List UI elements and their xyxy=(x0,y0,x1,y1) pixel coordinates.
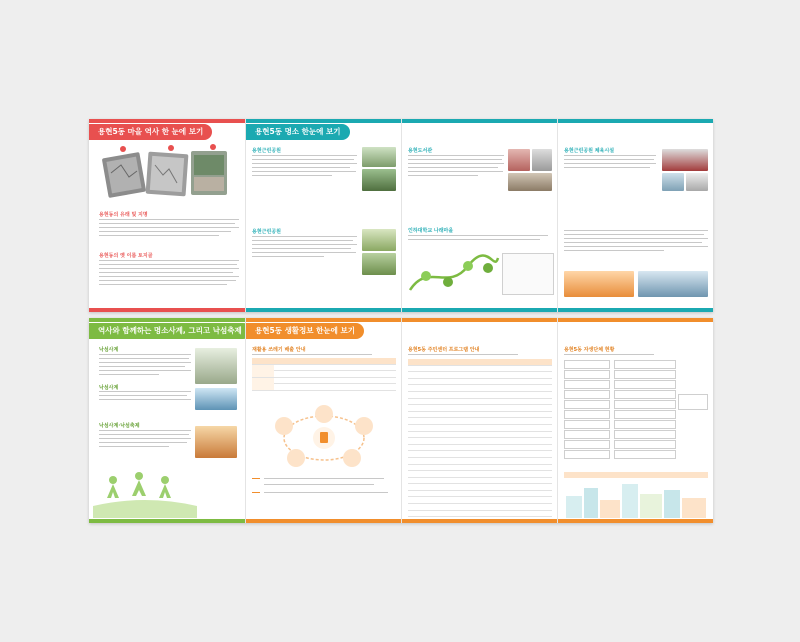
org-footnote-bar xyxy=(564,472,708,478)
info-panel-1 xyxy=(246,318,401,523)
places-text-6 xyxy=(564,229,708,275)
top-color-bar xyxy=(89,318,245,322)
top-color-bar xyxy=(89,119,245,123)
bottom-color-bar xyxy=(89,519,245,523)
places-text-5 xyxy=(564,154,656,188)
org-sub1: 용현5동 자생단체 현황 xyxy=(564,347,615,353)
bullet-marker xyxy=(252,478,260,479)
places-text-3 xyxy=(252,235,357,275)
history-panel xyxy=(89,119,245,312)
trail-info-box xyxy=(502,253,554,295)
festival-panel xyxy=(89,318,245,523)
places-text-1 xyxy=(252,154,357,194)
places-sub5: 용현근린공원 체육시설 xyxy=(564,148,615,154)
festival-sub2: 낙섬사계 xyxy=(99,385,119,391)
top-color-bar xyxy=(246,318,401,322)
bottom-color-bar xyxy=(246,308,401,312)
info-sub1: 재활용 쓰레기 배출 안내 xyxy=(252,347,306,353)
info-panel-3 xyxy=(558,318,713,523)
park-photo-1 xyxy=(362,147,396,167)
festival-photo xyxy=(195,426,237,458)
bottom-color-bar xyxy=(558,308,713,312)
places-text-2 xyxy=(408,154,504,194)
historic-maps-illustration xyxy=(101,143,231,205)
city-skyline-illustration xyxy=(562,480,710,518)
top-color-bar xyxy=(402,318,557,322)
recycling-table xyxy=(252,358,396,391)
sea-photo xyxy=(195,388,237,410)
info-panel-2 xyxy=(402,318,557,523)
bottom-color-bar xyxy=(558,519,713,523)
library-photo-1 xyxy=(508,149,530,171)
bullet-marker xyxy=(252,492,260,493)
recycling-cycle-diagram xyxy=(266,404,382,470)
festival-sub1: 낙섬사계 xyxy=(99,347,119,353)
org-text-line xyxy=(564,354,654,355)
top-color-bar xyxy=(402,119,557,123)
park-photo-4 xyxy=(362,253,396,275)
info-note-line xyxy=(264,478,384,479)
places-panel-3 xyxy=(558,119,713,312)
monument-photo xyxy=(195,348,237,384)
program-schedule-table xyxy=(408,359,552,517)
cultural-photo-2 xyxy=(638,271,708,297)
places-text-4 xyxy=(408,234,548,250)
brochure-outer-sheet xyxy=(89,119,713,312)
festival-text-2 xyxy=(99,390,191,414)
gym-photo-1 xyxy=(662,149,708,171)
top-color-bar xyxy=(246,119,401,123)
gym-photo-2 xyxy=(662,173,684,191)
bottom-color-bar xyxy=(89,308,245,312)
info-note-line xyxy=(264,484,374,485)
places-sub1: 용현근린공원 xyxy=(252,148,281,154)
history-sub2: 용현동의 옛 이름 토지골 xyxy=(99,253,153,259)
park-photo-2 xyxy=(362,169,396,191)
library-photo-3 xyxy=(508,173,552,191)
places-title: 용현5동 명소 한눈에 보기 xyxy=(246,124,350,140)
library-photo-2 xyxy=(532,149,552,171)
brochure-inner-sheet xyxy=(89,318,713,523)
bottom-color-bar xyxy=(246,519,401,523)
places-sub2: 용현도서관 xyxy=(408,148,433,154)
festival-sub3: 낙섬사계·낙섬축제 xyxy=(99,423,140,429)
gym-photo-3 xyxy=(686,173,708,191)
places-sub3: 용현근린공원 xyxy=(252,229,281,235)
history-text-block-1 xyxy=(99,218,239,244)
walking-trail-illustration xyxy=(408,252,500,296)
info-note-line xyxy=(264,492,388,493)
top-color-bar xyxy=(558,119,713,123)
info-text-line xyxy=(252,354,372,355)
info-title: 용현5동 생활정보 한눈에 보기 xyxy=(246,323,364,339)
festival-title: 역사와 함께하는 명소사계, 그리고 낙섬축제 xyxy=(89,323,251,339)
places-panel-2 xyxy=(402,119,557,312)
places-panel-1 xyxy=(246,119,401,312)
places-sub4: 인하대학교 나래마을 xyxy=(408,228,454,234)
festival-dancers-illustration xyxy=(93,466,197,518)
history-sub1: 용현동의 유래 및 지명 xyxy=(99,212,148,218)
park-photo-3 xyxy=(362,229,396,251)
bottom-color-bar xyxy=(402,308,557,312)
bottom-color-bar xyxy=(402,519,557,523)
schedule-sub1: 용현5동 주민센터 프로그램 안내 xyxy=(408,347,480,353)
cultural-photo-1 xyxy=(564,271,634,297)
history-title: 용현5동 마을 역사 한 눈에 보기 xyxy=(89,124,212,140)
top-color-bar xyxy=(558,318,713,322)
org-chart xyxy=(564,360,708,470)
schedule-text-line xyxy=(408,354,518,355)
festival-text-3 xyxy=(99,429,191,469)
history-text-block-2 xyxy=(99,259,239,305)
